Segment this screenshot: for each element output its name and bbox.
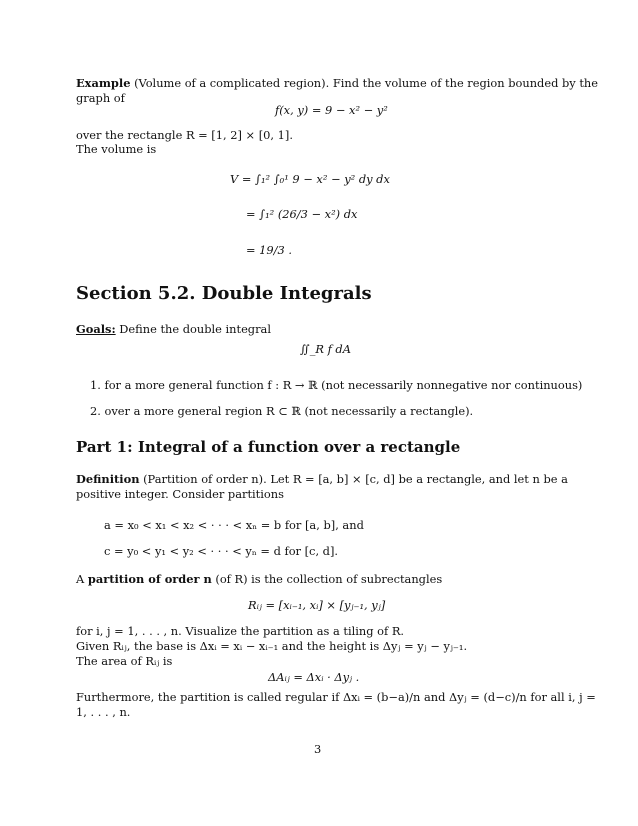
- goals-label: Goals:: [76, 322, 116, 336]
- goal-item-2: 2. over a more general region R ⊂ ℝ (not necessarily a rectangle).: [90, 404, 474, 418]
- partition-y: c = y₀ < y₁ < y₂ < · · · < yₙ = d for [c, d].: [104, 544, 339, 558]
- definition-text1: Let R = [a, b] × [c, d] be a rectangle, and let n be a: [270, 472, 568, 486]
- goal-item-1: 1. for a more general function f : R → ℝ (not necessarily nonnegative nor continuous): [90, 378, 583, 392]
- definition-line: [76, 472, 568, 487]
- example-text3: over the rectangle R = [1, 2] × [0, 1].: [76, 128, 293, 142]
- goals-text: Define the double integral: [119, 322, 271, 336]
- example-title: (Volume of a complicated region).: [134, 76, 330, 90]
- text-given: Given Rᵢⱼ, the base is Δxᵢ = xᵢ − xᵢ₋₁ and the height is Δyⱼ = yⱼ − yⱼ₋₁.: [76, 639, 468, 653]
- text-for: for i, j = 1, . . . , n. Visualize the partition as a tiling of R.: [76, 624, 405, 638]
- order-bold: partition of order n: [87, 572, 212, 586]
- partition-order-line: [76, 572, 442, 587]
- page-number: 3: [314, 742, 322, 756]
- goals-integral: ∬_R f dA: [300, 342, 351, 356]
- example-intro: [76, 76, 598, 91]
- area-equation: ΔAᵢⱼ = Δxᵢ · Δyⱼ .: [268, 670, 360, 684]
- order-post: (of R) is the collection of subrectangles: [211, 572, 443, 586]
- regular-text2: 1, . . . , n.: [76, 705, 131, 719]
- example-equation: f(x, y) = 9 − x² − y²: [275, 103, 388, 117]
- goals-line: [76, 322, 271, 337]
- part1-title: Part 1: Integral of a function over a rectangle: [76, 438, 461, 456]
- definition-title: (Partition of order n).: [143, 472, 267, 486]
- example-text4: The volume is: [76, 142, 157, 156]
- definition-label: Definition: [76, 472, 140, 486]
- regular-text1: Furthermore, the partition is called regular if Δxᵢ = (b−a)/n and Δyⱼ = (d−c)/n for all i, j =: [76, 690, 596, 704]
- order-pre: A: [76, 572, 88, 586]
- example-text1: Find the volume of the region bounded by the: [332, 76, 599, 90]
- partition-x: a = x₀ < x₁ < x₂ < · · · < xₙ = b for [a, b], and: [104, 518, 364, 532]
- example-text2: graph of: [76, 91, 125, 105]
- rij-equation: Rᵢⱼ = [xᵢ₋₁, xᵢ] × [yⱼ₋₁, yⱼ]: [248, 598, 386, 612]
- section-title: Section 5.2. Double Integrals: [76, 283, 372, 304]
- definition-text2: positive integer. Consider partitions: [76, 487, 284, 501]
- volume-line-3: = 19/3 .: [246, 243, 292, 257]
- example-label: Example: [76, 76, 131, 90]
- volume-line-2: = ∫₁² (26/3 − x²) dx: [246, 207, 358, 221]
- volume-line-1: V = ∫₁² ∫₀¹ 9 − x² − y² dy dx: [230, 172, 390, 186]
- text-area: The area of Rᵢⱼ is: [76, 654, 173, 668]
